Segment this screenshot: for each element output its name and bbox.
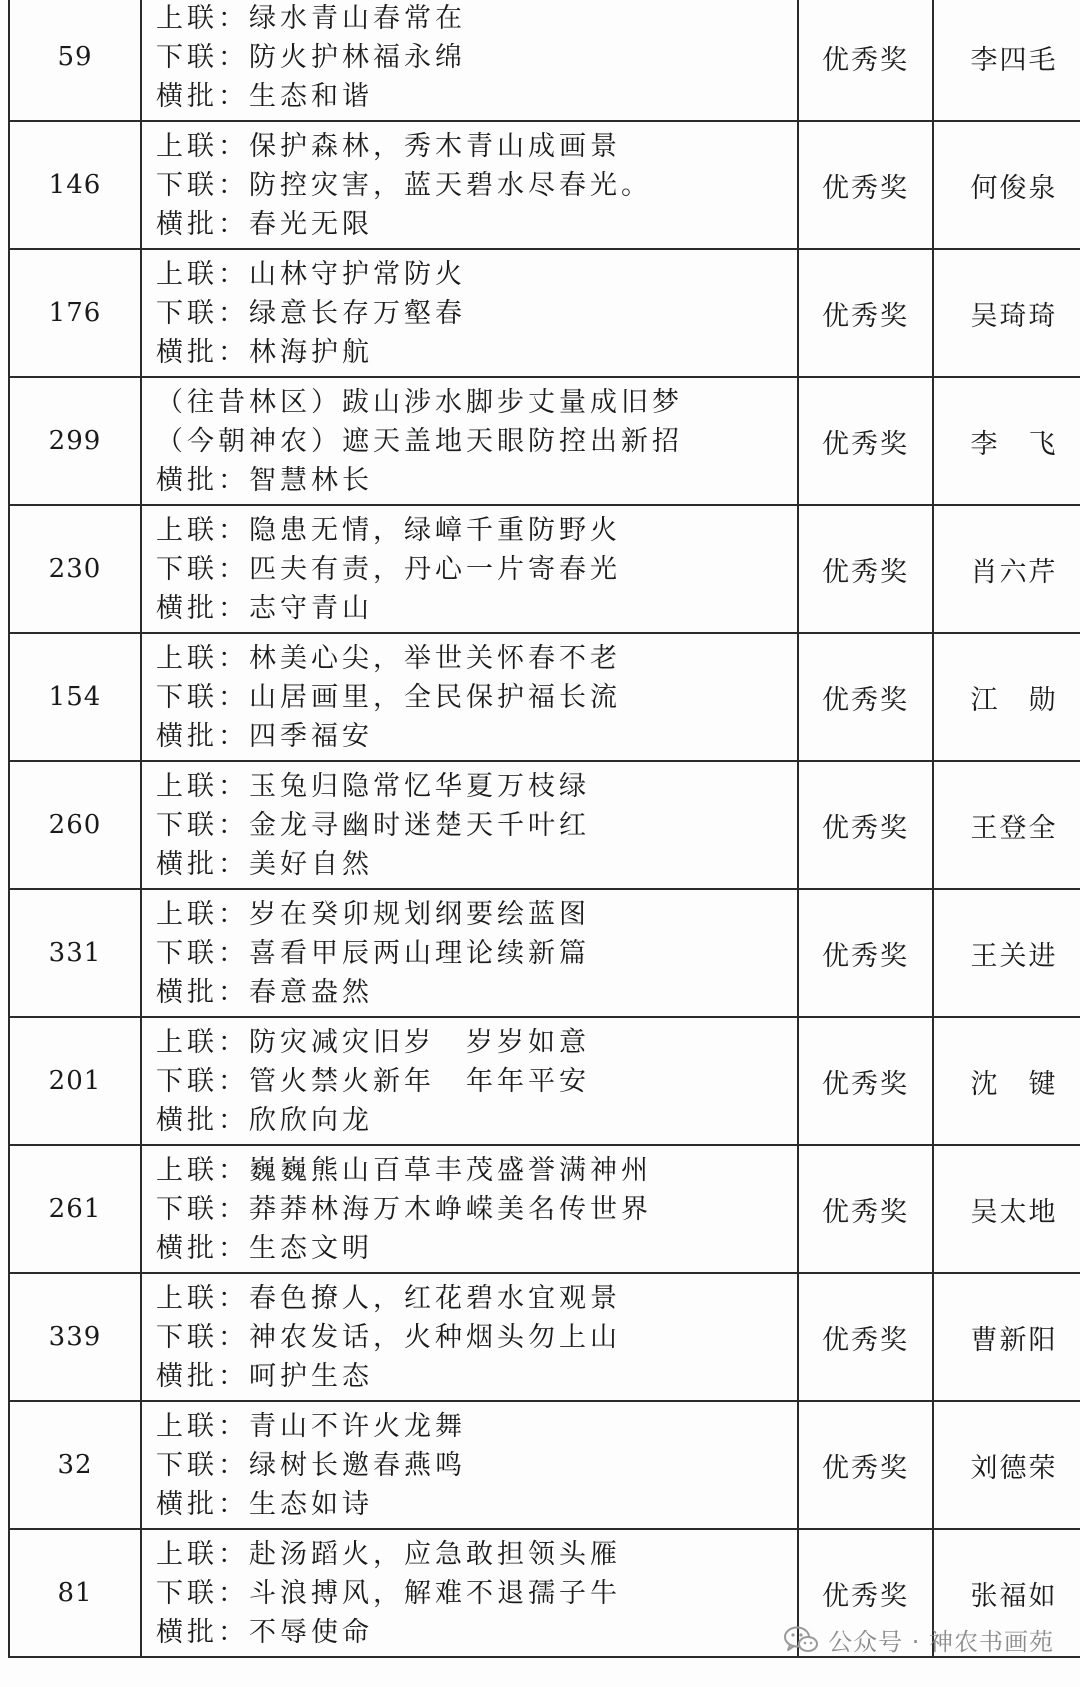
couplet-line: 上联：林美心尖，举世关怀春不老 (156, 642, 621, 674)
entry-number: 154 (9, 633, 141, 761)
award-level: 优秀奖 (798, 633, 933, 761)
couplet-line: 上联：保护森林，秀木青山成画景 (156, 130, 621, 162)
couplet-text (141, 0, 798, 121)
couplet-text (141, 889, 798, 1017)
author-name: 曹新阳 (933, 1273, 1080, 1401)
couplet-line: 横批：不辱使命 (156, 1616, 373, 1648)
couplet-text (141, 377, 798, 505)
award-level: 优秀奖 (798, 249, 933, 377)
award-level: 优秀奖 (798, 761, 933, 889)
award-level: 优秀奖 (798, 1529, 933, 1657)
entry-number: 32 (9, 1401, 141, 1529)
wechat-icon (784, 1626, 818, 1654)
couplet-line: 上联：巍巍熊山百草丰茂盛誉满神州 (156, 1154, 652, 1186)
author-name: 沈 键 (933, 1017, 1080, 1145)
couplet-text (141, 249, 798, 377)
author-name: 王关进 (933, 889, 1080, 1017)
author-name: 何俊泉 (933, 121, 1080, 249)
author-name: 刘德荣 (933, 1401, 1080, 1529)
author-name: 江 勋 (933, 633, 1080, 761)
couplet-line: 横批：林海护航 (156, 336, 373, 368)
couplet-line: 横批：美好自然 (156, 848, 373, 880)
table-row (9, 1273, 1080, 1401)
award-level: 优秀奖 (798, 889, 933, 1017)
couplet-line: 下联：绿意长存万壑春 (156, 297, 466, 329)
entry-number: 339 (9, 1273, 141, 1401)
couplet-line: （往昔林区）跋山涉水脚步丈量成旧梦 (156, 386, 683, 418)
author-name: 张福如 (933, 1529, 1080, 1657)
couplet-line: 上联：春色撩人，红花碧水宜观景 (156, 1282, 621, 1314)
award-level: 优秀奖 (798, 377, 933, 505)
couplet-line: 上联：玉兔归隐常忆华夏万枝绿 (156, 770, 590, 802)
entry-number: 201 (9, 1017, 141, 1145)
awards-table (8, 0, 1080, 1658)
couplet-text (141, 1401, 798, 1529)
couplet-line: 下联：喜看甲辰两山理论续新篇 (156, 937, 590, 969)
couplet-line: 横批：春意盎然 (156, 976, 373, 1008)
couplet-line: 下联：神农发话，火种烟头勿上山 (156, 1321, 621, 1353)
couplet-line: 下联：斗浪搏风，解难不退孺子牛 (156, 1577, 621, 1609)
award-level: 优秀奖 (798, 505, 933, 633)
table-row (9, 761, 1080, 889)
couplet-line: 横批：春光无限 (156, 208, 373, 240)
table-row (9, 377, 1080, 505)
couplet-line: 横批：生态如诗 (156, 1488, 373, 1520)
table-row (9, 249, 1080, 377)
couplet-text (141, 1145, 798, 1273)
entry-number: 230 (9, 505, 141, 633)
couplet-line: 上联：青山不许火龙舞 (156, 1410, 466, 1442)
couplet-text (141, 1529, 798, 1657)
table-row (9, 1401, 1080, 1529)
table-row (9, 505, 1080, 633)
couplet-line: 横批：志守青山 (156, 592, 373, 624)
table-row (9, 121, 1080, 249)
couplet-line: 下联：金龙寻幽时迷楚天千叶红 (156, 809, 590, 841)
couplet-line: 下联：匹夫有责，丹心一片寄春光 (156, 553, 621, 585)
award-level: 优秀奖 (798, 0, 933, 121)
couplet-line: 横批：智慧林长 (156, 464, 373, 496)
couplet-line: 下联：山居画里，全民保护福长流 (156, 681, 621, 713)
author-name: 李 飞 (933, 377, 1080, 505)
entry-number: 146 (9, 121, 141, 249)
award-level: 优秀奖 (798, 121, 933, 249)
couplet-line: 横批：生态和谐 (156, 80, 373, 112)
couplet-line: 上联：赴汤蹈火，应急敢担领头雁 (156, 1538, 621, 1570)
entry-number: 260 (9, 761, 141, 889)
couplet-text (141, 1017, 798, 1145)
award-level: 优秀奖 (798, 1401, 933, 1529)
entry-number: 59 (9, 0, 141, 121)
couplet-text (141, 505, 798, 633)
award-level: 优秀奖 (798, 1273, 933, 1401)
couplet-line: 下联：管火禁火新年 年年平安 (156, 1065, 590, 1097)
author-name: 吴太地 (933, 1145, 1080, 1273)
couplet-text (141, 121, 798, 249)
entry-number: 299 (9, 377, 141, 505)
couplet-line: 下联：莽莽林海万木峥嵘美名传世界 (156, 1193, 652, 1225)
couplet-text (141, 1273, 798, 1401)
entry-number: 331 (9, 889, 141, 1017)
table-row (9, 0, 1080, 121)
couplet-line: 横批：四季福安 (156, 720, 373, 752)
couplet-line: 下联：防火护林福永绵 (156, 41, 466, 73)
author-name: 王登全 (933, 761, 1080, 889)
author-name: 李四毛 (933, 0, 1080, 121)
couplet-line: 上联：岁在癸卯规划纲要绘蓝图 (156, 898, 590, 930)
author-name: 吴琦琦 (933, 249, 1080, 377)
table-row (9, 633, 1080, 761)
award-level: 优秀奖 (798, 1017, 933, 1145)
table-row (9, 889, 1080, 1017)
couplet-line: 横批：呵护生态 (156, 1360, 373, 1392)
couplet-line: 上联：防灾减灾旧岁 岁岁如意 (156, 1026, 590, 1058)
couplet-line: 上联：隐患无情，绿嶂千重防野火 (156, 514, 621, 546)
couplet-line: 上联：绿水青山春常在 (156, 2, 466, 34)
couplet-line: （今朝神农）遮天盖地天眼防控出新招 (156, 425, 683, 457)
entry-number: 176 (9, 249, 141, 377)
couplet-line: 横批：生态文明 (156, 1232, 373, 1264)
author-name: 肖六芹 (933, 505, 1080, 633)
table-row (9, 1145, 1080, 1273)
table-row (9, 1017, 1080, 1145)
couplet-text (141, 761, 798, 889)
couplet-text (141, 633, 798, 761)
couplet-line: 下联：绿树长邀春燕鸣 (156, 1449, 466, 1481)
watermark-text: 公众号 · 神农书画苑 (828, 1628, 1054, 1656)
couplet-line: 上联：山林守护常防火 (156, 258, 466, 290)
award-level: 优秀奖 (798, 1145, 933, 1273)
awards-table-body (9, 0, 1080, 1657)
entry-number: 261 (9, 1145, 141, 1273)
entry-number: 81 (9, 1529, 141, 1657)
couplet-line: 横批：欣欣向龙 (156, 1104, 373, 1136)
couplet-line: 下联：防控灾害，蓝天碧水尽春光。 (156, 169, 652, 201)
account-watermark (784, 1622, 1054, 1657)
